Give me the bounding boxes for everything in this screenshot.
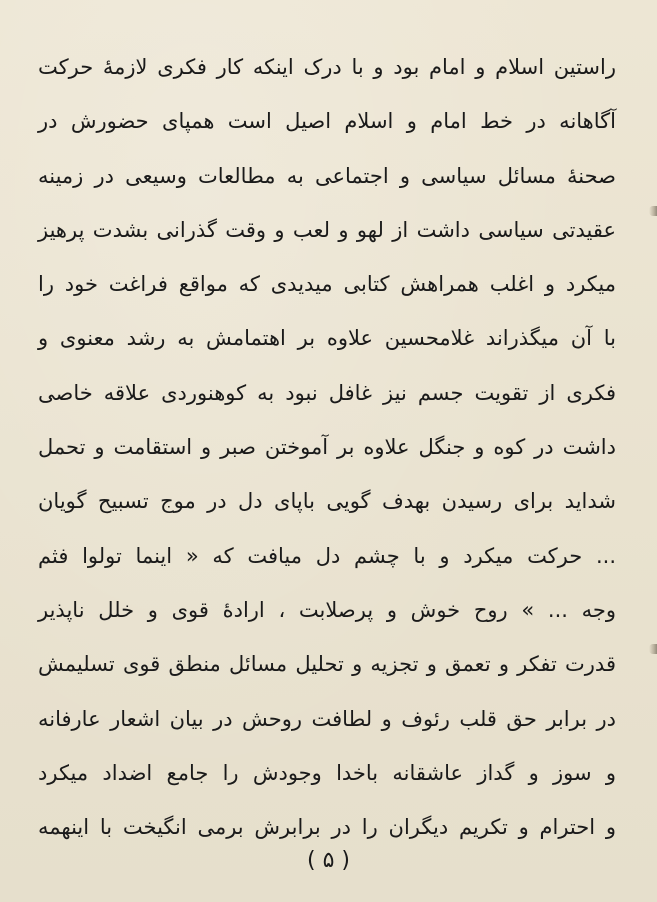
text-line: عقیدتی سیاسی داشت از لهو و لعب و وقت گذرانی بشدت پرهیز: [38, 217, 616, 242]
text-line: صحنهٔ مسائل سیاسی و اجتماعی به مطالعات وسیعی در زمینه: [38, 163, 616, 188]
text-line: با آن میگذراند غلامحسین علاوه بر اهتمامش به رشد معنوی و: [38, 326, 616, 351]
page-edge-mark: [649, 206, 657, 216]
text-line: وجه ... » روح خوش و پرصلابت ، ارادهٔ قوی و خلل ناپذیر: [38, 597, 616, 622]
body-text: [38, 40, 616, 854]
text-line: ... حرکت میکرد و با چشم دل میافت که « اینما تولوا فثم: [38, 543, 616, 568]
page-edge-mark: [649, 644, 657, 654]
text-line: در برابر حق قلب رئوف و لطافت روحش در بیان اشعار عارفانه: [38, 706, 616, 731]
text-line: فکری از تقویت جسم نیز غافل نبود به کوهنوردی علاقه خاصی: [38, 380, 616, 405]
text-line: راستین اسلام و امام بود و با درک اینکه کار فکری لازمهٔ حرکت: [38, 55, 616, 79]
text-line: داشت در کوه و جنگل علاوه بر آموختن صبر و استقامت و تحمل: [38, 435, 616, 460]
text-line: میکرد و اغلب همراهش کتابی میدیدی که مواقع فراغت خود را: [38, 272, 616, 297]
text-line: شداید برای رسیدن بهدف گویی باپای دل در موج تسبیح گویان: [38, 489, 616, 514]
text-line: و سوز و گداز عاشقانه باخدا وجودش را جامع اضداد میکرد: [38, 760, 616, 785]
text-line: و احترام و تکریم دیگران را در برابرش برمی انگیخت با اینهمه: [38, 815, 616, 840]
page-number: ( ۵ ): [307, 848, 350, 873]
text-line: قدرت تفکر و تعمق و تجزیه و تحلیل مسائل منطق قوی تسلیمش: [38, 652, 616, 677]
text-line: آگاهانه در خط امام و اسلام اصیل است همپای حضورش در: [38, 109, 616, 134]
